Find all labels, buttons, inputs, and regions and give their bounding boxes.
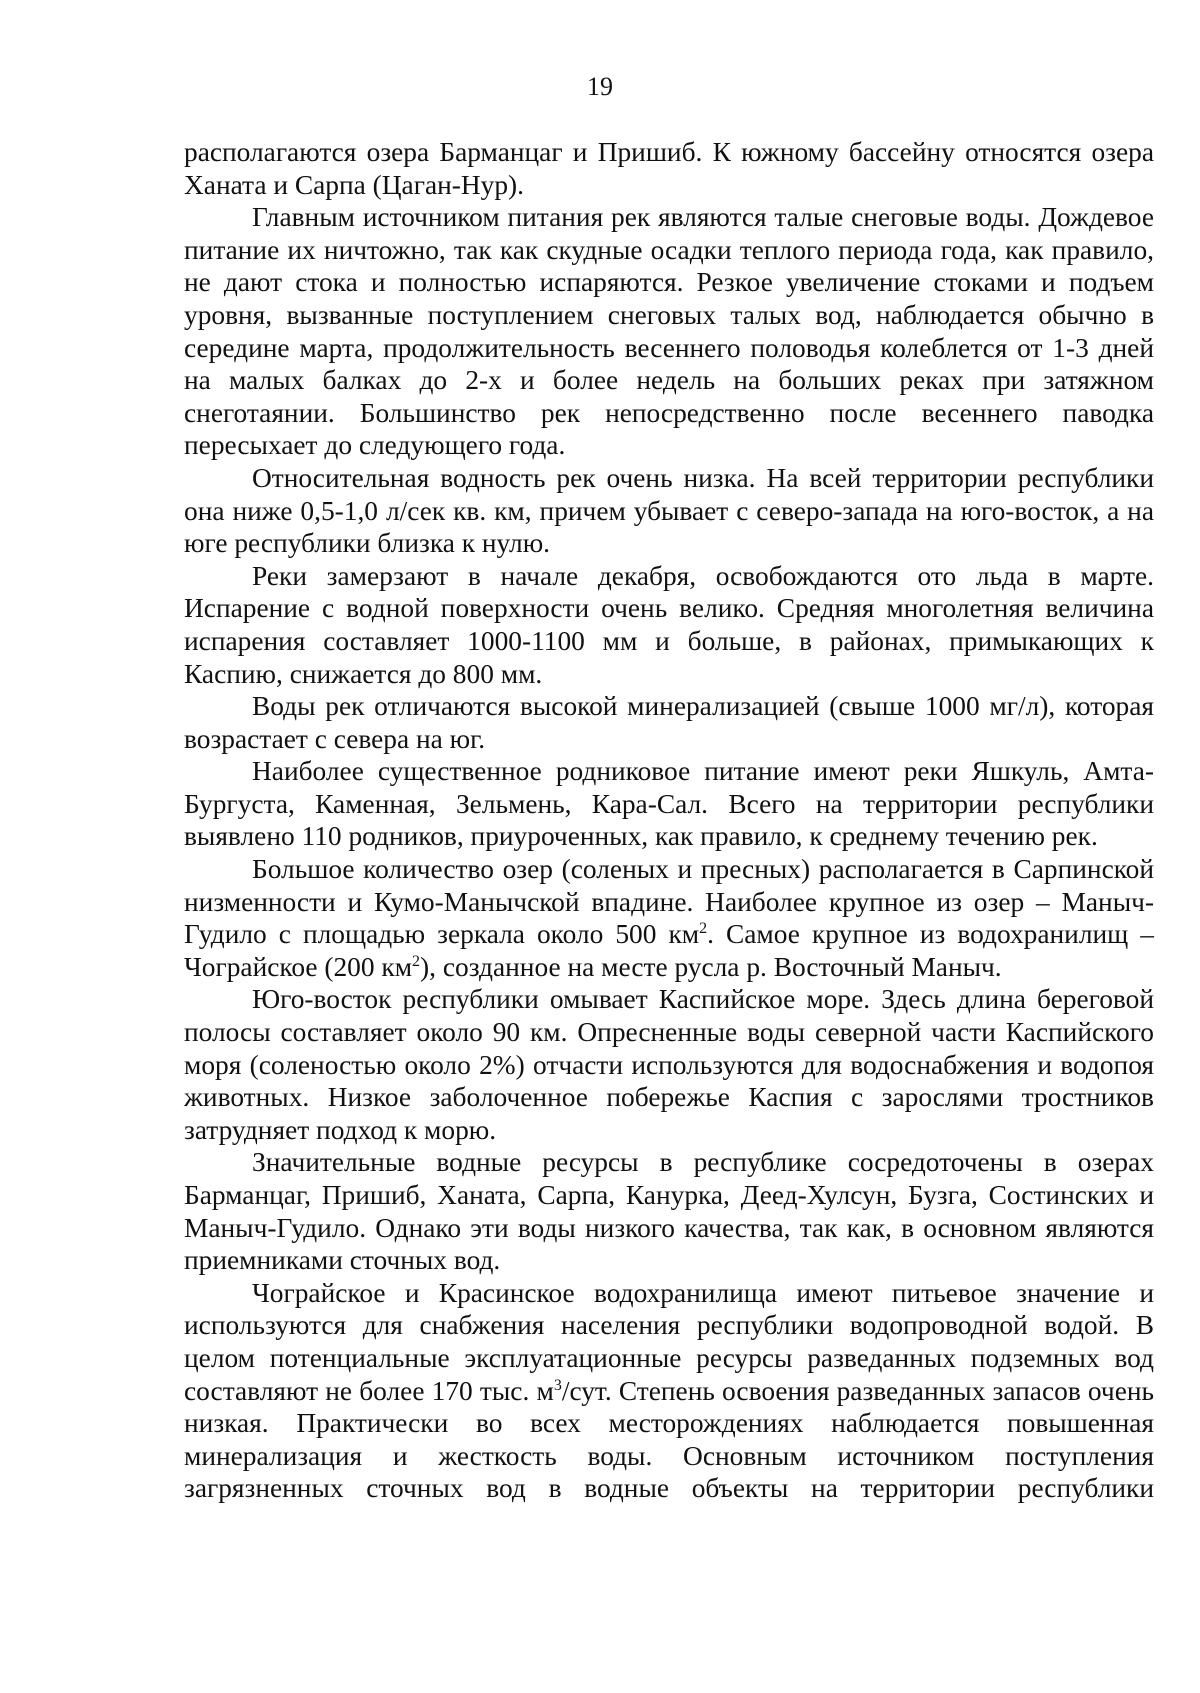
superscript: 3 — [553, 1376, 562, 1394]
paragraph-mineralization: Воды рек отличаются высокой минерализацией (свыше 1000 мг/л), которая возрастает с севера на юг. — [184, 691, 1154, 754]
paragraph-text-part: Чограйское и Красинское водохранилища имеют питьевое значение и используются для снабжения населения республики водопроводной водой. В целом потенциальные эксплуатационные ресурсы разведанных подземных вод составляют не более 170 тыс. м — [184, 1277, 1154, 1406]
paragraph-lake-basins: располагаются озера Барманцаг и Пришиб. К южному бассейну относятся озера Ханата и Сарпа (Цаган-Нур). — [184, 137, 1154, 200]
paragraph-text-part: /сут. Степень освоения разведанных запасов очень низкая. Практически во всех месторождениях наблюдается повышенная минерализация и жесткость воды. Основным источником поступления загрязненных сточных вод в водные объекты на территории республики — [184, 1375, 1155, 1504]
superscript: 2 — [699, 920, 708, 938]
paragraph-drinking-water — [184, 1277, 1154, 1505]
paragraph-text-part: ), созданное на месте русла р. Восточный Маныч. — [420, 951, 1002, 982]
paragraph-water-resources: Значительные водные ресурсы в республике сосредоточены в озерах Барманцаг, Пришиб, Ханата, Сарпа, Канурка, Деед-Хулсун, Бузга, Состинских и Маныч-Гудило. Однако эти воды низкого качества, так как, в основном являются приемниками сточных вод. — [184, 1147, 1154, 1276]
paragraph-water-content: Относительная водность рек очень низка. На всей территории республики она ниже 0,5-1,0 л/сек кв. км, причем убывает с северо-запада на юго-восток, а на юге республики близка к нулю. — [184, 462, 1154, 559]
paragraph-lakes-reservoirs — [184, 853, 1154, 983]
page-number: 19 — [587, 72, 613, 101]
paragraph-text-part: Большое количество озер (соленых и пресных) располагается в Сарпинской низменности и Кумо-Манычской впадине. Наиболее крупное из озер – Маныч-Гудило с площадью зеркала около 500 км — [184, 854, 1154, 950]
paragraph-caspian-sea: Юго-восток республики омывает Каспийское море. Здесь длина береговой полосы составляет около 90 км. Опресненные воды северной части Каспийского моря (соленостью около 2%) отчасти используются для водоснабжения и водопоя животных. Низкое заболоченное побережье Каспия с зарослями тростников затрудняет подход к морю. — [184, 984, 1154, 1145]
paragraph-text-part: . Самое крупное из водохранилищ – Чограйское (200 км — [184, 919, 1154, 982]
superscript: 2 — [412, 952, 421, 970]
document-body — [184, 136, 1154, 1505]
paragraph-river-feeding: Главным источником питания рек являются талые снеговые воды. Дождевое питание их ничтожно, так как скудные осадки теплого периода года, как правило, не дают стока и полностью испаряются. Резкое увеличение стоками и подъем уровня, вызванные поступлением снеговых талых вод, наблюдается обычно в середине марта, продолжительность весеннего половодья колеблется от 1-3 дней на малых балках до 2-х и более недель на больших реках при затяжном снеготаянии. Большинство рек непосредственно после весеннего паводка пересыхает до следующего года. — [184, 202, 1154, 461]
paragraph-freezing-evaporation: Реки замерзают в начале декабря, освобождаются ото льда в марте. Испарение с водной поверхности очень велико. Средняя многолетняя величина испарения составляет 1000-1100 мм и больше, в районах, примыкающих к Каспию, снижается до 800 мм. — [184, 560, 1154, 689]
paragraph-springs: Наиболее существенное родниковое питание имеют реки Яшкуль, Амта-Бургуста, Каменная, Зельмень, Кара-Сал. Всего на территории республики выявлено 110 родников, приуроченных, как правило, к среднему течению рек. — [184, 756, 1154, 852]
